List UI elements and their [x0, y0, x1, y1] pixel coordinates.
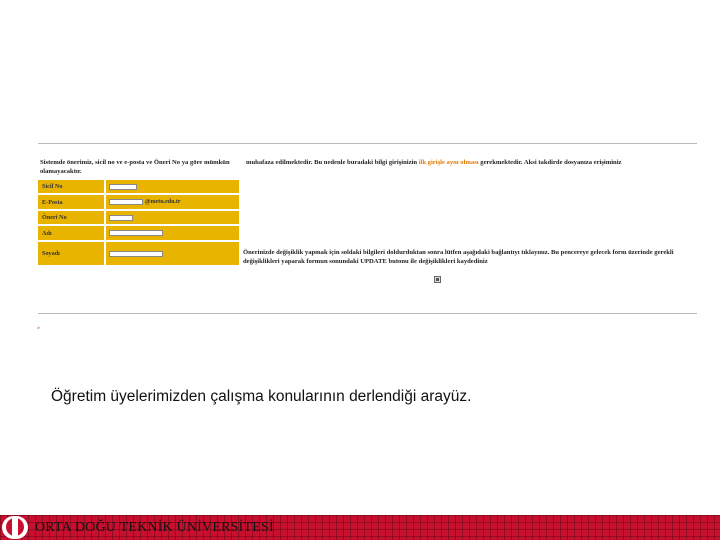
- soyadi-input[interactable]: [109, 251, 163, 257]
- form-row-oneri: [38, 211, 239, 224]
- email-label: E-Posta: [38, 195, 104, 209]
- email-domain-suffix: @metu.edu.tr: [145, 199, 181, 205]
- user-form: [38, 180, 239, 267]
- sicil-label: Sicil No: [38, 180, 104, 193]
- university-name: ORTA DOĞU TEKNİK ÜNİVERSİTESİ: [35, 520, 274, 535]
- sicil-input[interactable]: [109, 184, 137, 190]
- adi-label: Adı: [38, 226, 104, 240]
- form-row-email: [38, 195, 239, 209]
- bullet-mark-icon: »: [37, 325, 40, 331]
- note-text-highlight: ilk girişle aynı olması: [418, 159, 479, 166]
- logo-emblem-icon: [6, 518, 24, 536]
- soyadi-label: Soyadı: [38, 242, 104, 265]
- note-text-pre: muhafaza edilmektedir. Bu nedenle buradaki bilgi girişinizin: [246, 159, 418, 166]
- oneri-label: Öneri No: [38, 211, 104, 224]
- university-logo: [2, 516, 28, 539]
- oneri-input[interactable]: [109, 215, 133, 221]
- oneri-cell: [106, 211, 239, 224]
- update-link-icon[interactable]: [434, 276, 441, 283]
- note-text-post: gerekmektedir. Aksi takdirde dosyanıza erişiminiz: [480, 159, 622, 166]
- top-divider: [38, 143, 697, 144]
- instructions-text: Önerinizde değişiklik yapmak için soldaki bilgileri doldurduktan sonra lütfen aşağıdaki bağlantıyı tıklayınız. Bu pencereye gelecek form üzerinde gerekli değişiklikleri yaparak formun sonundaki UPDATE butonu ile değişiklikleri kaydediniz: [243, 249, 674, 265]
- slide-caption: Öğretim üyelerimizden çalışma konularının derlendiği arayüz.: [51, 388, 472, 405]
- bottom-divider: [38, 313, 697, 314]
- soyadi-cell: [106, 242, 239, 265]
- adi-cell: [106, 226, 239, 240]
- email-input[interactable]: [109, 199, 143, 205]
- form-row-sicil: [38, 180, 239, 193]
- footer-bar: [0, 515, 720, 540]
- email-cell: [106, 195, 239, 209]
- note-text: [246, 158, 696, 167]
- adi-input[interactable]: [109, 230, 163, 236]
- form-row-adi: [38, 226, 239, 240]
- intro-text: Sistemde önerimiz, sicil no ve e-posta ve Öneri No ya göre mümkün olamayacaktır.: [40, 159, 230, 175]
- form-row-soyadi: [38, 242, 239, 265]
- sicil-cell: [106, 180, 239, 193]
